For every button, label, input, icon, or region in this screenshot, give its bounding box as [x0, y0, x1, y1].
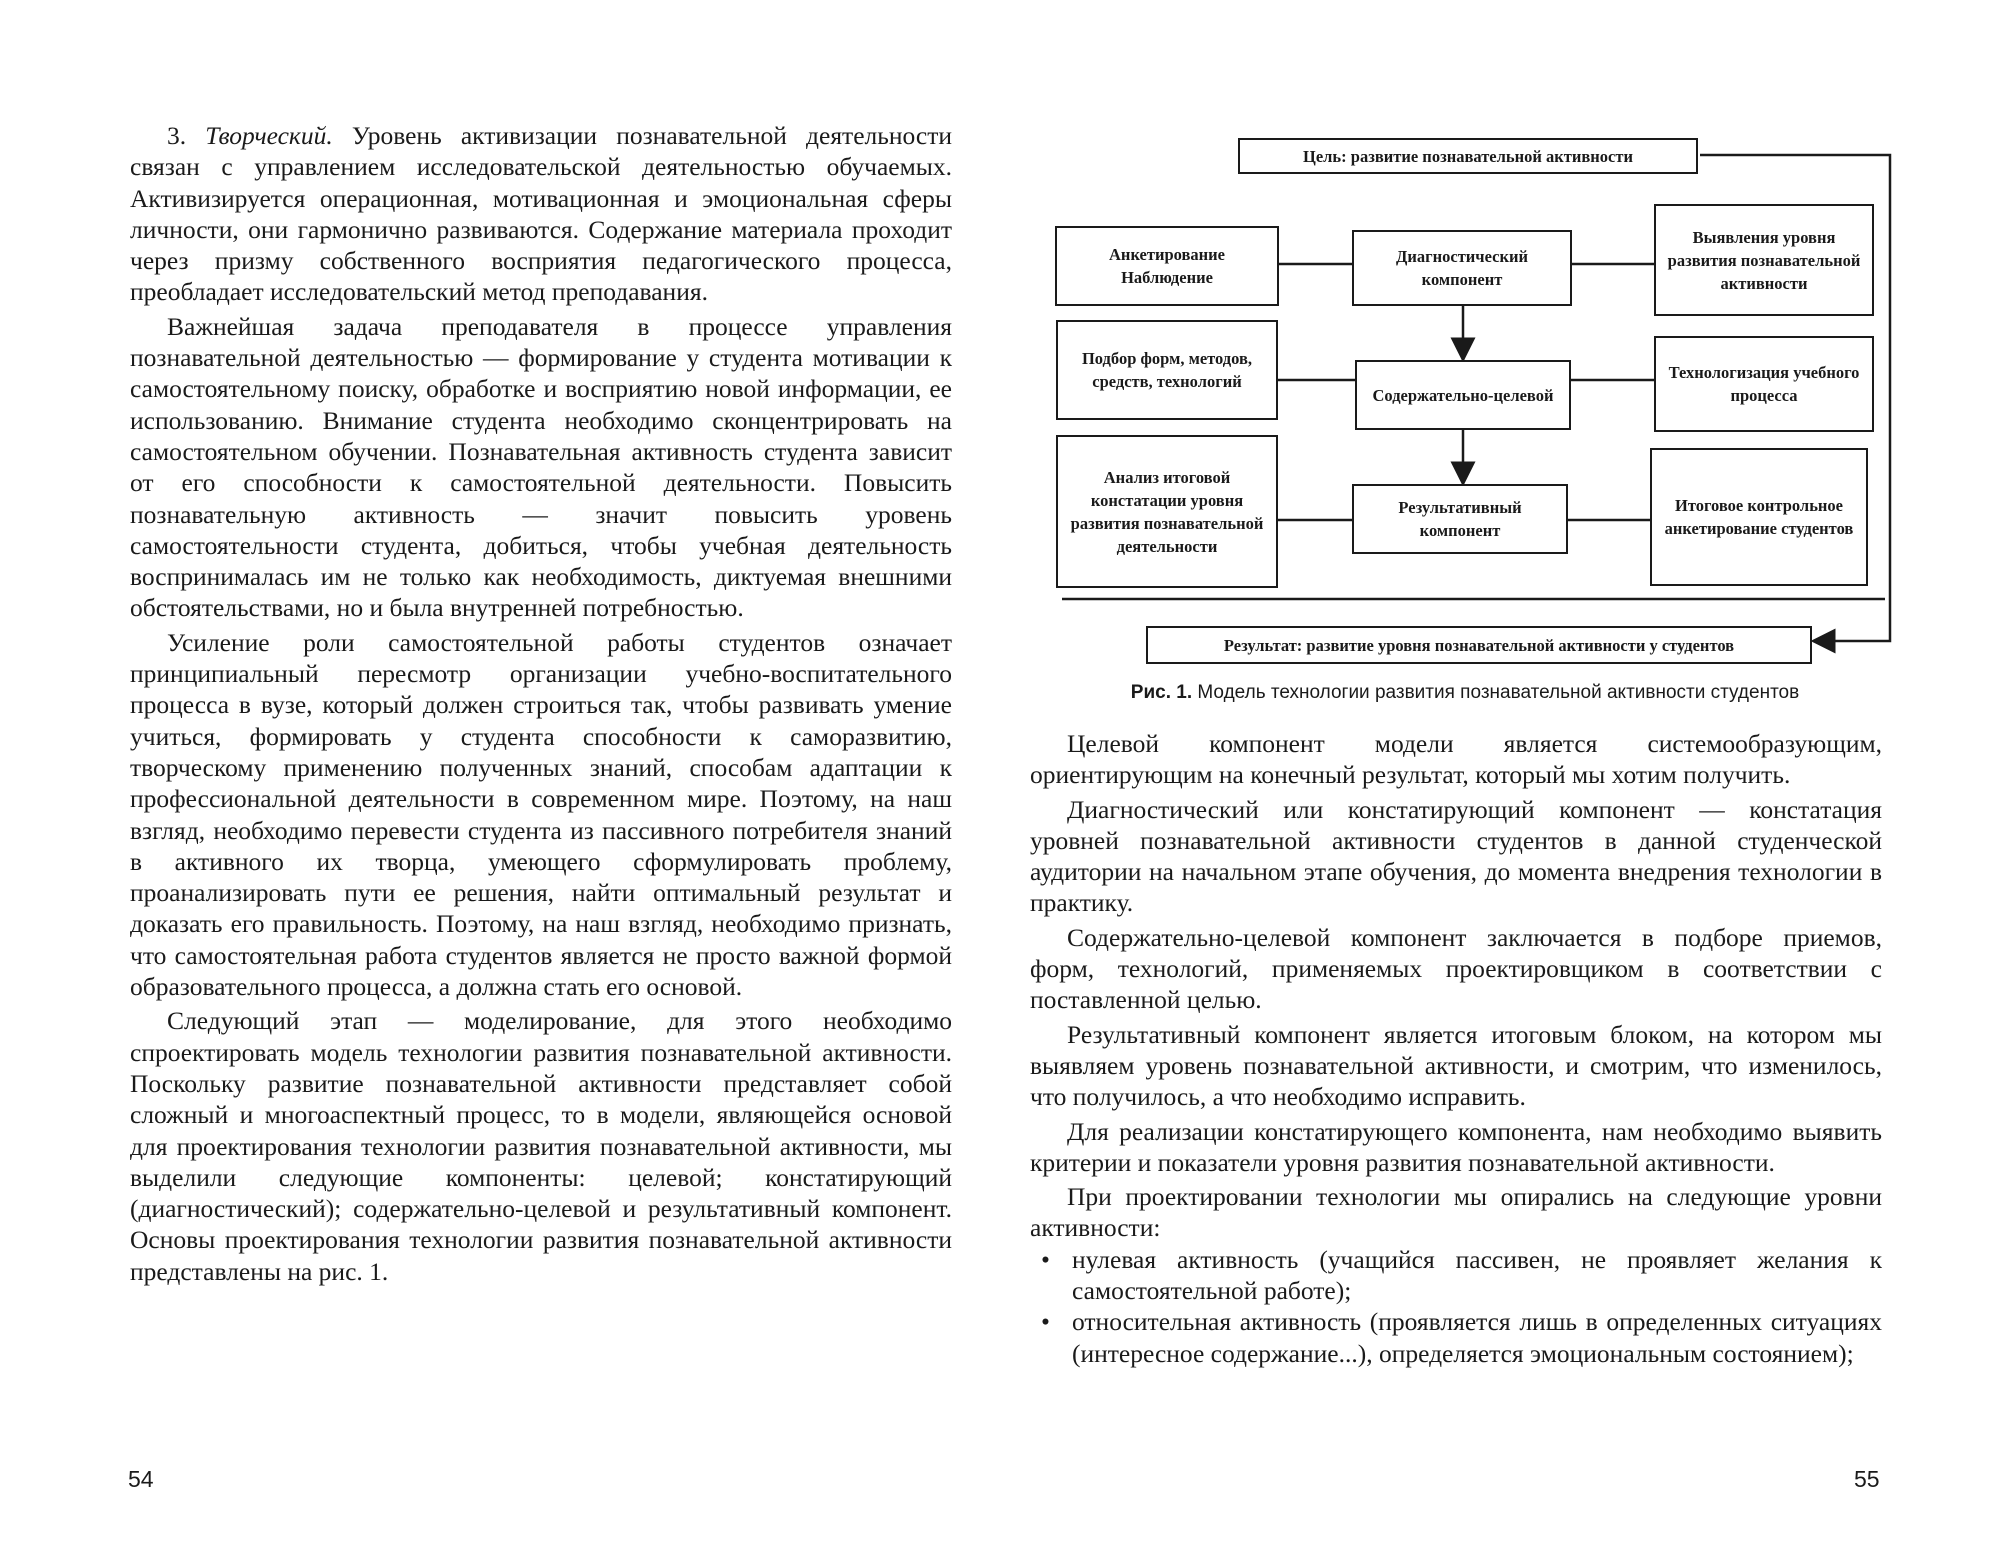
italic-term: Творческий. — [205, 121, 333, 150]
left-page-text — [130, 120, 952, 1287]
caption-label: Рис. 1. — [1130, 682, 1193, 703]
paragraph: Важнейшая задача преподавателя в процессе управления познавательной деятельностью — формирование у студента мотивации к самостоятельному поиску, обработке и восприятию новой информации, ее использованию. Внимание студента необходимо сконцентрировать на самостоятельном обучении. Познавательная активность студента зависит от его способности к самостоятельной деятельности. Повысить познавательную активность — значит повысить уровень самостоятельности студента, добиться, чтобы учебная деятельность воспринималась им не только как необходимость, диктуемая внешними обстоятельствами, но и была внутренней потребностью. — [130, 311, 952, 623]
list-item: • относительная активность (проявляется лишь в определенных ситуациях (интересное содержание...), определяется эмоциональным состоянием); — [1030, 1306, 1882, 1369]
caption-text: Модель технологии развития познавательной активности студентов — [1197, 682, 1800, 703]
paragraph: 3. Творческий. Уровень активизации познавательной деятельности связан с управлением исследовательской деятельностью обучаемых. Активизируется операционная, мотивационная и эмоциональная сферы личности, они гармонично развиваются. Содержание материала проходит через призму собственного восприятия педагогического процесса, преобладает исследовательский метод преподавания. — [130, 121, 953, 307]
center-box-diagnostic: Диагностический компонент — [1352, 230, 1572, 306]
left-box-3: Анализ итоговой констатации уровня развития познавательной деятельности — [1056, 435, 1278, 588]
left-box-2: Подбор форм, методов, средств, технологий — [1056, 320, 1278, 420]
page-number: 54 — [128, 1466, 154, 1492]
paragraph: Целевой компонент модели является системообразующим, ориентирующим на конечный результат, который мы хотим получить. — [1030, 729, 1882, 790]
paragraph: Содержательно-целевой компонент заключается в подборе приемов, форм, технологий, применяемых проектировщиком в соответствии с поставленной целью. — [1030, 922, 1882, 1015]
paragraph: Следующий этап — моделирование, для этого необходимо спроектировать модель технологии развития познавательной активности. Поскольку развитие познавательной активности представляет собой сложный и многоаспектный процесс, то в модели, являющейся основой для проектирования технологии развития познавательной активности, мы выделили следующие компоненты: целевой; констатирующий (диагностический); содержательно-целевой и результативный компонент. Основы проектирования технологии развития познавательной активности представлены на рис. 1. — [130, 1006, 952, 1286]
paragraph: Результативный компонент является итоговым блоком, на котором мы выявляем уровень познавательной активности, и смотрим, что изменилось, что получилось, а что необходимо исправить. — [1030, 1019, 1882, 1112]
figure-caption — [1055, 682, 1875, 704]
list-item: • нулевая активность (учащийся пассивен, не проявляет желания к самостоятельной работе); — [1030, 1244, 1882, 1307]
page-number: 55 — [1854, 1466, 1880, 1492]
right-box-2: Технологизация учебного процесса — [1654, 336, 1874, 432]
paragraph: Диагностический или констатирующий компонент — констатация уровней познавательной активности студентов в данной студенческой аудитории на начальном этапе обучения, до момента внедрения технологии в практику. — [1030, 794, 1882, 918]
left-box-1: Анкетирование Наблюдение — [1055, 226, 1279, 306]
right-page — [1000, 0, 2000, 1558]
paragraph: Усиление роли самостоятельной работы студентов означает принципиальный пересмотр организации учебно-воспитательного процесса в вузе, который должен строиться так, чтобы развивать умение учиться, формировать у студента способности к саморазвитию, творческому применению полученных знаний, способам адаптации к профессиональной деятельности в современном мире. Поэтому, на наш взгляд, необходимо перевести студента из пассивного потребителя знаний в активного их творца, умеющего сформулировать проблему, проанализировать пути ее решения, найти оптимальный результат и доказать его правильность. Поэтому, на наш взгляд, необходимо признать, что самостоятельная работа студентов является не просто важной формой образовательного процесса, а должна стать его основой. — [130, 627, 952, 1002]
levels-list — [1030, 1244, 1882, 1369]
right-page-text — [1030, 728, 1882, 1369]
paragraph: При проектировании технологии мы опирались на следующие уровни активности: — [1030, 1182, 1882, 1243]
paragraph: Для реализации констатирующего компонента, нам необходимо выявить критерии и показатели уровня развития познавательной активности. — [1030, 1116, 1882, 1177]
right-box-1: Выявления уровня развития познавательной активности — [1654, 204, 1874, 316]
right-box-3: Итоговое контрольное анкетирование студентов — [1650, 448, 1868, 586]
center-box-result: Результативный компонент — [1352, 484, 1568, 554]
result-box: Результат: развитие уровня познавательной активности у студентов — [1146, 626, 1812, 664]
goal-box: Цель: развитие познавательной активности — [1238, 138, 1698, 174]
center-box-content: Содержательно-целевой — [1355, 360, 1571, 430]
